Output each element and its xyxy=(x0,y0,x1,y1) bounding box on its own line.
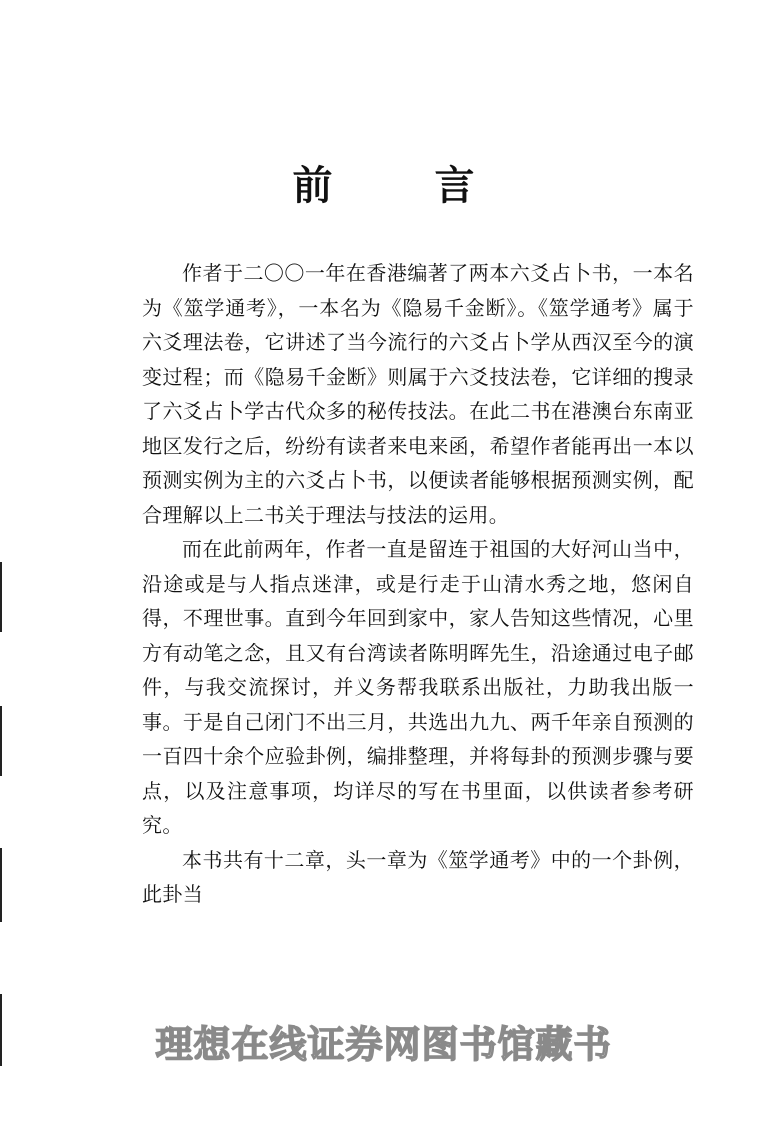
paragraph-2: 而在此前两年，作者一直是留连于祖国的大好河山当中，沿途或是与人指点迷津，或是行走于山清水秀之地，悠闲自得，不理世事。直到今年回到家中，家人告知这些情况，心里方有动笔之念，且又有台湾读者陈明晖先生，沿途通过电子邮件，与我交流探讨，并义务帮我联系出版社，力助我出版一事。于是自己闭门不出三月，共选出九九、两千年亲自预测的一百四十余个应验卦例，编排整理，并将每卦的预测步骤与要点，以及注意事项，均详尽的写在书里面，以供读者参考研究。 xyxy=(142,537,694,837)
paragraph-3: 本书共有十二章，头一章为《筮学通考》中的一个卦例，此卦当 xyxy=(142,847,694,906)
library-watermark: 理想在线证券网图书馆藏书 xyxy=(155,1023,612,1066)
paragraph-1: 作者于二〇〇一年在香港编著了两本六爻占卜书，一本名为《筮学通考》，一本名为《隐易千金断》。《筮学通考》属于六爻理法卷，它讲述了当今流行的六爻占卜学从西汉至今的演变过程；而《隐易千金断》则属于六爻技法卷，它详细的搜录了六爻占卜学古代众多的秘传技法。在此二书在港澳台东南亚地区发行之后，纷纷有读者来电来函，希望作者能再出一本以预测实例为主的六爻占卜书，以便读者能够根据预测实例，配合理解以上二书关于理法与技法的运用。 xyxy=(142,261,694,527)
body-text xyxy=(142,256,694,912)
scan-edge-mark xyxy=(0,562,2,632)
scan-edge-mark xyxy=(0,848,2,922)
page-title: 前 言 xyxy=(292,163,519,209)
scan-edge-mark xyxy=(0,706,2,776)
